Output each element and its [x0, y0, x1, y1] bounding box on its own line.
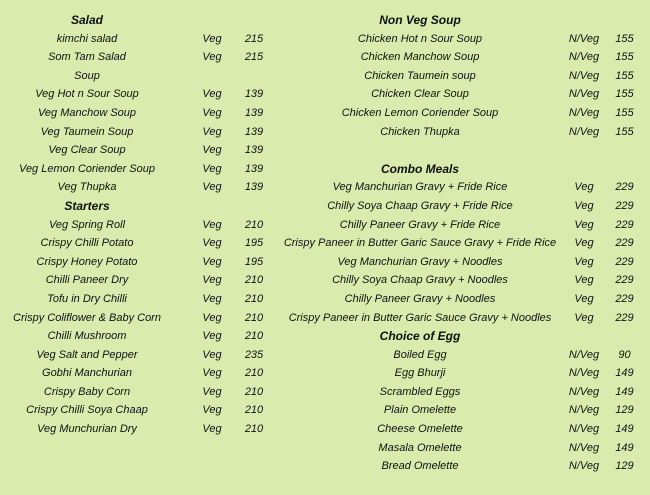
item-type: N/Veg	[568, 106, 600, 119]
menu-item-row	[0, 30, 290, 49]
item-price: 155	[615, 88, 634, 101]
item-name: Chicken Thupka	[380, 125, 460, 138]
menu-item-row	[0, 234, 290, 253]
item-type: N/Veg	[568, 404, 600, 417]
item-type: N/Veg	[568, 460, 600, 473]
menu-item-row	[0, 48, 290, 67]
section-title: Starters	[64, 198, 110, 213]
menu-item-row	[280, 253, 650, 272]
item-type: Veg	[202, 311, 222, 324]
item-type: N/Veg	[568, 88, 600, 101]
item-name: Som Tam Salad	[48, 51, 126, 64]
menu-item-row	[280, 85, 650, 104]
item-name: Egg Bhurji	[394, 367, 446, 380]
item-price: 229	[615, 181, 634, 194]
item-name: Crispy Paneer in Butter Garic Sauce Gravy + Fride Rice	[283, 237, 557, 250]
item-type: N/Veg	[568, 348, 600, 361]
item-type: Veg	[574, 274, 594, 287]
item-price: 229	[615, 237, 634, 250]
item-name: kimchi salad	[56, 32, 118, 45]
menu-item-row	[280, 401, 650, 420]
item-type: Veg	[574, 255, 594, 268]
menu-item-row	[280, 439, 650, 458]
item-name: Veg Spring Roll	[48, 218, 126, 231]
item-name: Veg Manchurian Gravy + Fride Rice	[332, 181, 508, 194]
item-price: 210	[244, 423, 264, 436]
menu-item-row	[0, 383, 290, 402]
menu-item-row	[280, 364, 650, 383]
menu-right-column	[280, 11, 650, 476]
item-price: 229	[615, 311, 634, 324]
item-type: Veg	[202, 144, 222, 157]
item-name: Crispy Honey Potato	[36, 255, 138, 268]
item-name: Veg Clear Soup	[48, 144, 126, 157]
menu-item-row	[0, 178, 290, 197]
item-price: 229	[615, 255, 634, 268]
item-name: Chilli Paneer Dry	[45, 274, 129, 287]
item-price: 149	[615, 367, 634, 380]
menu-item-row	[280, 104, 650, 123]
item-type: Veg	[202, 162, 222, 175]
item-price: 229	[615, 218, 634, 231]
menu-item-row	[0, 216, 290, 235]
menu-item-row	[0, 141, 290, 160]
item-name: Chilly Paneer Gravy + Noodles	[344, 292, 496, 305]
item-type: Veg	[574, 218, 594, 231]
menu-item-row	[280, 383, 650, 402]
item-price: 215	[244, 32, 264, 45]
item-price: 229	[615, 199, 634, 212]
item-type: Veg	[202, 181, 222, 194]
item-name: Gobhi Manchurian	[42, 367, 132, 380]
item-price: 210	[244, 218, 264, 231]
menu-item-row	[280, 141, 650, 160]
item-name: Crispy Chilli Potato	[40, 237, 134, 250]
item-type: Veg	[202, 292, 222, 305]
item-name: Chicken Hot n Sour Soup	[357, 32, 483, 45]
item-name: Veg Taumein Soup	[40, 125, 134, 138]
item-name: Chilly Paneer Gravy + Fride Rice	[339, 218, 501, 231]
item-name: Veg Lemon Coriender Soup	[19, 162, 155, 175]
item-price: 149	[615, 441, 634, 454]
item-type: Veg	[202, 423, 222, 436]
section-title: Non Veg Soup	[379, 13, 461, 27]
item-price: 90	[618, 348, 631, 361]
section-title: Choice of Egg	[379, 329, 461, 344]
item-type: Veg	[202, 274, 222, 287]
item-price: 235	[244, 348, 264, 361]
item-type: Veg	[202, 255, 222, 268]
item-name: Tofu in Dry Chilli	[47, 292, 127, 305]
item-price: 210	[244, 385, 264, 398]
item-type: Veg	[202, 88, 222, 101]
menu-item-row	[0, 290, 290, 309]
menu-item-row	[280, 123, 650, 142]
menu-item-row	[0, 85, 290, 104]
item-price: 210	[244, 292, 264, 305]
item-price: 155	[615, 51, 634, 64]
item-name: Cheese Omelette	[377, 423, 463, 436]
menu-item-row	[280, 457, 650, 476]
item-name: Chilly Soya Chaap Gravy + Noodles	[332, 274, 508, 287]
item-name: Chicken Lemon Coriender Soup	[341, 106, 499, 119]
menu-item-row	[280, 290, 650, 309]
item-price: 129	[615, 404, 634, 417]
item-price: 139	[244, 88, 264, 101]
item-type: N/Veg	[568, 69, 600, 82]
item-name: Veg Munchurian Dry	[37, 423, 137, 436]
item-price: 195	[244, 255, 264, 268]
menu-section-heading	[280, 11, 650, 30]
item-price: 155	[615, 125, 634, 138]
item-type: N/Veg	[568, 32, 600, 45]
item-name: Veg Hot n Sour Soup	[35, 88, 139, 101]
item-name: Chilly Soya Chaap Gravy + Fride Rice	[327, 199, 513, 212]
item-price: 210	[244, 404, 264, 417]
item-price: 229	[615, 274, 634, 287]
item-type: N/Veg	[568, 423, 600, 436]
menu-item-row	[280, 178, 650, 197]
item-type: Veg	[202, 348, 222, 361]
item-type: N/Veg	[568, 51, 600, 64]
menu-item-row	[0, 253, 290, 272]
item-name: Plain Omelette	[383, 404, 457, 417]
item-name: Chilli Mushroom	[47, 330, 127, 343]
menu-item-row	[0, 123, 290, 142]
menu-left-column	[0, 11, 290, 439]
menu-item-row	[0, 327, 290, 346]
item-type: Veg	[202, 237, 222, 250]
item-type: N/Veg	[568, 125, 600, 138]
item-type: Veg	[202, 32, 222, 45]
menu-item-row	[0, 346, 290, 365]
item-name: Boiled Egg	[393, 348, 447, 361]
item-name: Scrambled Eggs	[379, 385, 461, 398]
item-type: Veg	[202, 125, 222, 138]
menu-section-heading	[280, 327, 650, 346]
menu-item-row	[0, 160, 290, 179]
item-type: Veg	[202, 51, 222, 64]
menu-item-row	[0, 364, 290, 383]
menu-item-row	[280, 30, 650, 49]
item-name: Crispy Paneer in Butter Garic Sauce Gravy + Noodles	[288, 311, 552, 324]
item-price: 210	[244, 274, 264, 287]
item-price: 139	[244, 144, 264, 157]
menu-item-row	[280, 420, 650, 439]
item-name: Crispy Baby Corn	[43, 385, 131, 398]
item-price: 229	[615, 292, 634, 305]
menu-item-row	[0, 104, 290, 123]
item-type: Veg	[574, 237, 594, 250]
item-name: Soup	[74, 69, 100, 82]
section-title: Combo Meals	[380, 161, 459, 176]
item-type: Veg	[202, 385, 222, 398]
item-type: N/Veg	[568, 441, 600, 454]
item-price: 139	[244, 125, 264, 138]
item-name: Veg Salt and Pepper	[36, 348, 138, 361]
item-type: Veg	[574, 199, 594, 212]
section-title: Salad	[70, 13, 103, 27]
menu-item-row	[280, 346, 650, 365]
menu-item-row	[0, 67, 290, 86]
item-type: Veg	[202, 404, 222, 417]
item-price: 155	[615, 69, 634, 82]
item-name: Chicken Taumein soup	[364, 69, 476, 82]
item-price: 210	[244, 367, 264, 380]
menu-item-row	[280, 48, 650, 67]
menu-item-row	[0, 420, 290, 439]
item-name: Chicken Clear Soup	[371, 88, 469, 101]
item-name: Masala Omelette	[378, 441, 462, 454]
item-name: Crispy Coliflower & Baby Corn	[13, 311, 161, 324]
menu-item-row	[280, 309, 650, 328]
item-type: Veg	[202, 330, 222, 343]
menu-item-row	[280, 197, 650, 216]
menu-section-heading	[0, 197, 290, 216]
item-type: N/Veg	[568, 385, 600, 398]
item-type: Veg	[574, 181, 594, 194]
menu-item-row	[0, 271, 290, 290]
item-type: Veg	[202, 367, 222, 380]
item-price: 139	[244, 181, 264, 194]
menu-item-row	[280, 234, 650, 253]
item-name: Veg Manchurian Gravy + Noodles	[337, 255, 503, 268]
menu-item-row	[280, 216, 650, 235]
item-name: Bread Omelette	[381, 460, 459, 473]
item-price: 129	[615, 460, 634, 473]
item-name: Crispy Chilli Soya Chaap	[26, 404, 148, 417]
menu-section-heading	[280, 160, 650, 179]
item-name: Chicken Manchow Soup	[360, 51, 480, 64]
item-price: 139	[244, 106, 264, 119]
item-name: Veg Manchow Soup	[37, 106, 137, 119]
item-type: Veg	[574, 292, 594, 305]
item-price: 195	[244, 237, 264, 250]
item-type: N/Veg	[568, 367, 600, 380]
item-price: 155	[615, 32, 634, 45]
item-type: Veg	[202, 106, 222, 119]
item-price: 210	[244, 311, 264, 324]
item-price: 149	[615, 423, 634, 436]
item-type: Veg	[574, 311, 594, 324]
menu-section-heading	[0, 11, 290, 30]
item-price: 139	[244, 162, 264, 175]
menu-item-row	[0, 401, 290, 420]
menu-item-row	[280, 271, 650, 290]
item-price: 149	[615, 385, 634, 398]
item-type: Veg	[202, 218, 222, 231]
item-price: 155	[615, 106, 634, 119]
item-price: 215	[244, 51, 264, 64]
item-price: 210	[244, 330, 264, 343]
menu-item-row	[0, 309, 290, 328]
menu-item-row	[280, 67, 650, 86]
item-name: Veg Thupka	[57, 181, 117, 194]
